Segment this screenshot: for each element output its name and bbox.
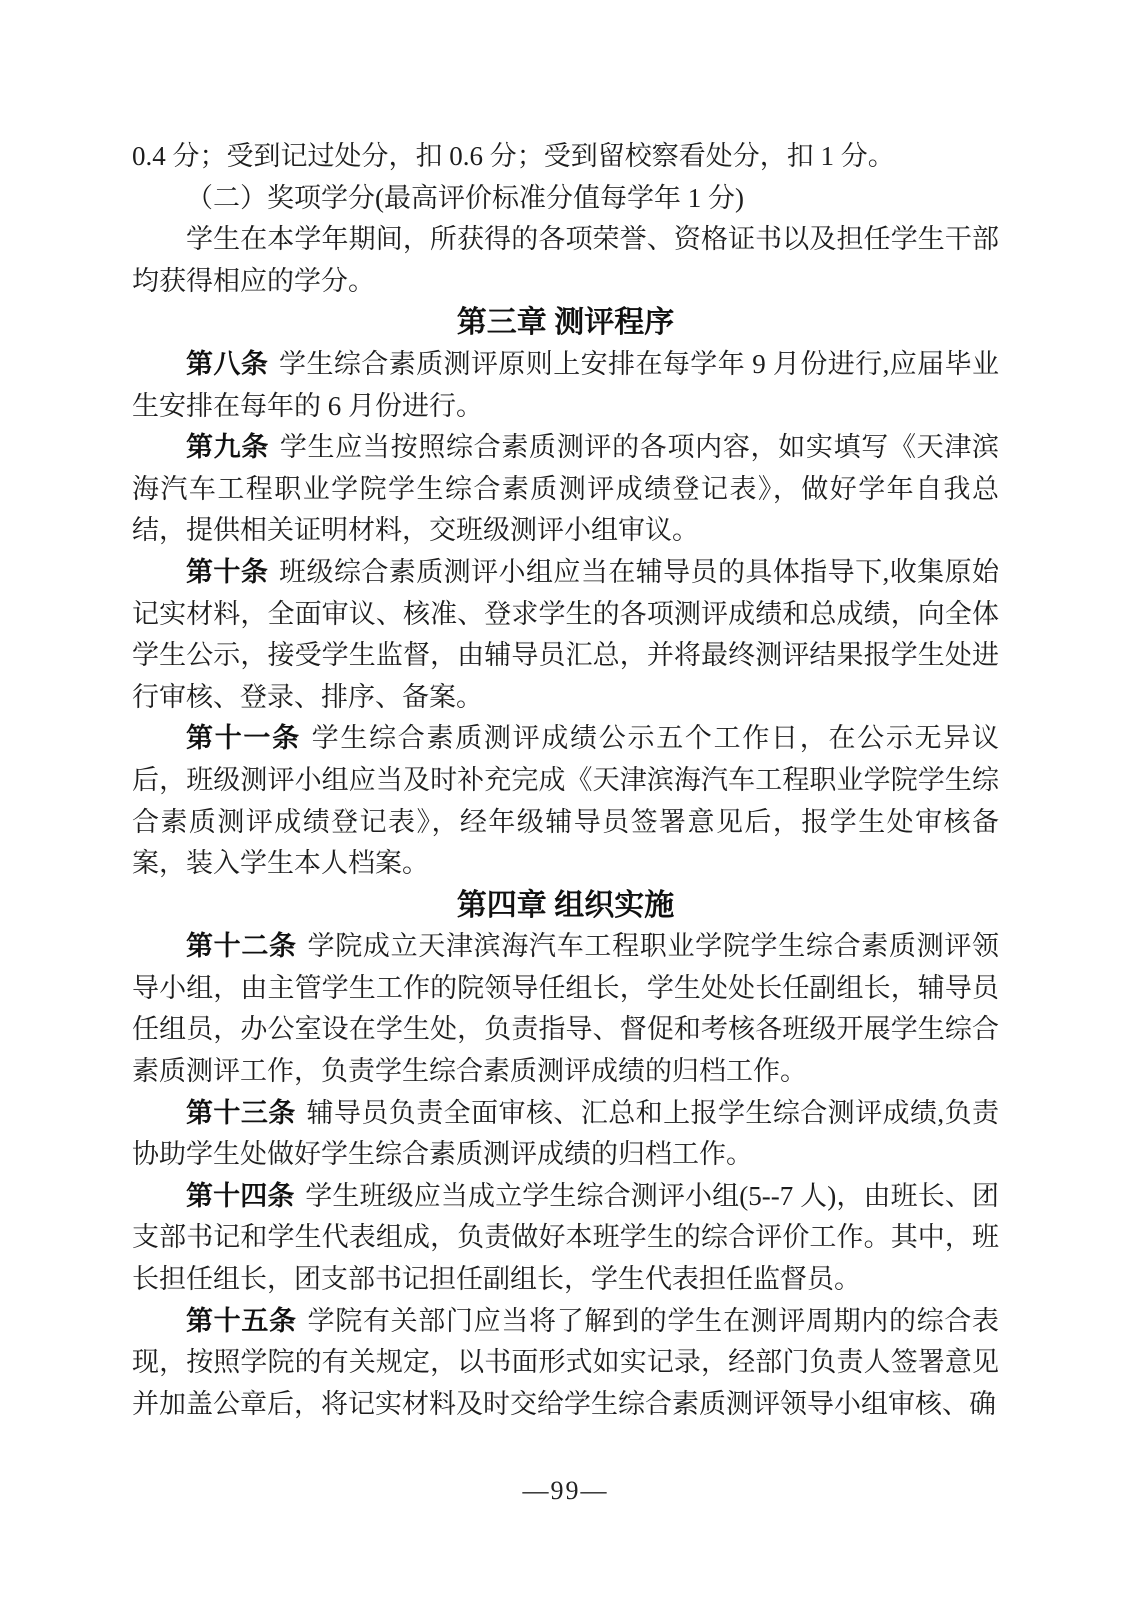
document-body: [132, 136, 999, 1425]
article-8: [132, 344, 999, 427]
article-9-text: 学生应当按照综合素质测评的各项内容，如实填写《天津滨海汽车工程职业学院学生综合素质测评成绩登记表》，做好学年自我总结，提供相关证明材料，交班级测评小组审议。: [132, 432, 1000, 546]
article-13: [132, 1093, 999, 1176]
article-9: [132, 427, 999, 552]
article-8-text: 学生综合素质测评原则上安排在每学年 9 月份进行,应届毕业生安排在每年的 6 月份进行。: [132, 348, 1000, 421]
paragraph-continuation: 0.4 分；受到记过处分，扣 0.6 分；受到留校察看处分，扣 1 分。: [132, 141, 895, 171]
article-11-num: 第十一条: [186, 723, 301, 754]
article-13-text: 辅导员负责全面审核、汇总和上报学生综合测评成绩,负责协助学生处做好学生综合素质测评成绩的归档工作。: [132, 1097, 999, 1170]
article-15-text: 学院有关部门应当将了解到的学生在测评周期内的综合表现，按照学院的有关规定，以书面形式如实记录，经部门负责人签署意见并加盖公章后，将记实材料及时交给学生综合素质测评领导小组审核、确: [132, 1305, 1000, 1419]
article-10: [132, 552, 999, 718]
paragraph-award-credit-detail: 学生在本学年期间，所获得的各项荣誉、资格证书以及担任学生干部均获得相应的学分。: [132, 224, 999, 296]
article-12-num: 第十二条: [186, 931, 297, 962]
chapter-heading-3: 第三章 测评程序: [456, 306, 675, 340]
paragraph-award-credit-item: （二）奖项学分(最高评价标准分值每学年 1 分): [186, 182, 744, 213]
article-13-num: 第十三条: [186, 1097, 296, 1128]
article-12: [132, 926, 999, 1092]
article-8-num: 第八条: [186, 348, 269, 379]
article-15-num: 第十五条: [186, 1305, 297, 1336]
article-9-num: 第九条: [186, 432, 270, 463]
article-14-text: 学生班级应当成立学生综合测评小组(5--7 人)，由班长、团支部书记和学生代表组成，负责做好本班学生的综合评价工作。其中，班长担任组长，团支部书记担任副组长，学生代表担任监督员。: [132, 1180, 999, 1295]
article-12-text: 学院成立天津滨海汽车工程职业学院学生综合素质测评领导小组，由主管学生工作的院领导任组长，学生处处长任副组长，辅导员任组员，办公室设在学生处，负责指导、督促和考核各班级开展学生综合素质测评工作，负责学生综合素质测评成绩的归档工作。: [132, 931, 1000, 1087]
article-11: [132, 718, 999, 884]
article-14-num: 第十四条: [186, 1180, 295, 1211]
article-10-num: 第十条: [186, 556, 269, 587]
article-11-text: 学生综合素质测评成绩公示五个工作日，在公示无异议后，班级测评小组应当及时补充完成《天津滨海汽车工程职业学院学生综合素质测评成绩登记表》，经年级辅导员签署意见后，报学生处审核备案，装入学生本人档案。: [132, 723, 1000, 879]
article-15: [132, 1301, 999, 1426]
page-number: —99—: [522, 1476, 609, 1505]
chapter-heading-4: 第四章 组织实施: [456, 888, 675, 922]
article-10-text: 班级综合素质测评小组应当在辅导员的具体指导下,收集原始记实材料，全面审议、核准、登求学生的各项测评成绩和总成绩，向全体学生公示，接受学生监督，由辅导员汇总，并将最终测评结果报学生处进行审核、登录、排序、备案。: [132, 556, 1000, 712]
article-14: [132, 1176, 999, 1301]
